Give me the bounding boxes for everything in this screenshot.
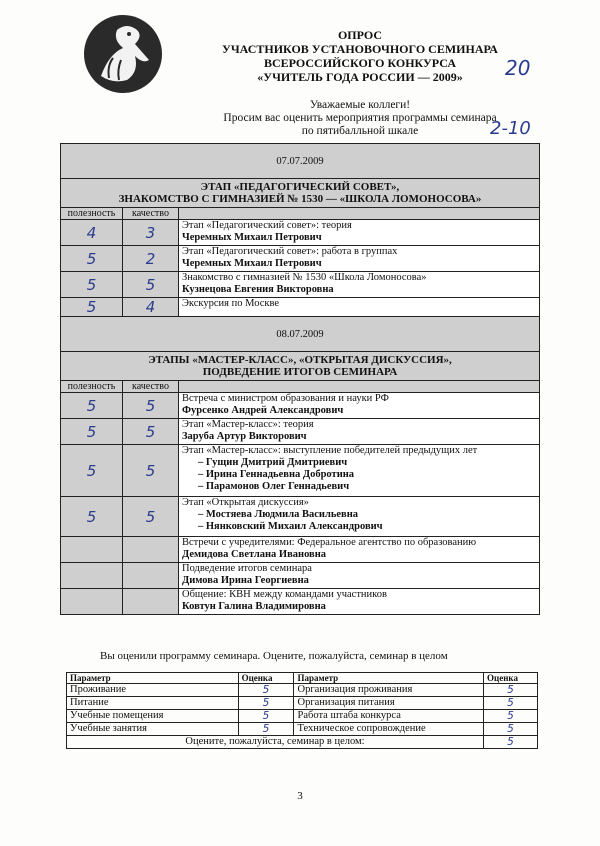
- param-score[interactable]: 5: [238, 684, 294, 697]
- usefulness-score[interactable]: 5: [61, 393, 123, 419]
- quality-score[interactable]: 5: [123, 272, 179, 298]
- header-quality: качество: [123, 208, 179, 220]
- param-header: Параметр: [67, 673, 239, 684]
- event: Этап «Педагогический совет»: работа в группах Черемных Михаил Петрович: [179, 246, 540, 272]
- usefulness-score[interactable]: [61, 537, 123, 563]
- event: Встречи с учредителями: Федеральное агентство по образованию Демидова Светлана Ивановна: [179, 537, 540, 563]
- param-label: Питание: [67, 697, 239, 710]
- param-label: Организация проживания: [294, 684, 484, 697]
- param-score[interactable]: 5: [484, 723, 538, 736]
- quality-score[interactable]: 5: [123, 497, 179, 537]
- rating-table: [66, 672, 538, 749]
- event: Этап «Мастер-класс»: теория Заруба Артур Викторович: [179, 419, 540, 445]
- param-score[interactable]: 5: [484, 697, 538, 710]
- pelican-logo: [83, 14, 163, 94]
- quality-score[interactable]: [123, 537, 179, 563]
- page-number: 3: [297, 790, 303, 802]
- param-score[interactable]: 5: [238, 723, 294, 736]
- usefulness-score[interactable]: [61, 563, 123, 589]
- overall-score[interactable]: 5: [484, 736, 538, 749]
- handwritten-count: 20: [505, 56, 531, 80]
- usefulness-score[interactable]: 4: [61, 220, 123, 246]
- event: Встреча с министром образования и науки РФ Фурсенко Андрей Александрович: [179, 393, 540, 419]
- usefulness-score[interactable]: 5: [61, 272, 123, 298]
- score-header: Оценка: [484, 673, 538, 684]
- usefulness-score[interactable]: 5: [61, 445, 123, 497]
- day1-date: 07.07.2009: [61, 144, 540, 179]
- quality-score[interactable]: 5: [123, 445, 179, 497]
- program-table: [60, 143, 540, 615]
- event: Экскурсия по Москве: [179, 298, 540, 317]
- quality-score[interactable]: [123, 563, 179, 589]
- handwritten-note: 2-10: [490, 118, 531, 139]
- overall-prompt: Вы оценили программу семинара. Оцените, пожалуйста, семинар в целом: [100, 650, 448, 662]
- usefulness-score[interactable]: 5: [61, 246, 123, 272]
- event: Подведение итогов семинара Димова Ирина Георгиевна: [179, 563, 540, 589]
- param-label: Организация питания: [294, 697, 484, 710]
- quality-score[interactable]: 2: [123, 246, 179, 272]
- event: Общение: КВН между командами участников Ковтун Галина Владимировна: [179, 589, 540, 615]
- overall-label: Оцените, пожалуйста, семинар в целом:: [67, 736, 484, 749]
- param-label: Учебные занятия: [67, 723, 239, 736]
- param-score[interactable]: 5: [238, 710, 294, 723]
- quality-score[interactable]: 5: [123, 393, 179, 419]
- header-quality: качество: [123, 381, 179, 393]
- event: Знакомство с гимназией № 1530 «Школа Ломоносова» Кузнецова Евгения Викторовна: [179, 272, 540, 298]
- event: Этап «Мастер-класс»: выступление победителей предыдущих лет – Гущин Дмитрий Дмитриевич – Ирина Геннадьевна Добротина – Парамонов Олег Геннадьевич: [179, 445, 540, 497]
- day2-stage-title: ЭТАПЫ «МАСТЕР-КЛАСС», «ОТКРЫТАЯ ДИСКУССИЯ», ПОДВЕДЕНИЕ ИТОГОВ СЕМИНАРА: [61, 352, 540, 381]
- usefulness-score[interactable]: 5: [61, 497, 123, 537]
- header-usefulness: полезность: [61, 208, 123, 220]
- greeting: Уважаемые коллеги! Просим вас оценить мероприятия программы семинара по пятибалльной шкале: [223, 99, 497, 137]
- event: Этап «Педагогический совет»: теория Черемных Михаил Петрович: [179, 220, 540, 246]
- day2-date: 08.07.2009: [61, 317, 540, 352]
- param-header: Параметр: [294, 673, 484, 684]
- param-label: Учебные помещения: [67, 710, 239, 723]
- quality-score[interactable]: 3: [123, 220, 179, 246]
- quality-score[interactable]: 5: [123, 419, 179, 445]
- usefulness-score[interactable]: 5: [61, 419, 123, 445]
- param-label: Проживание: [67, 684, 239, 697]
- header-usefulness: полезность: [61, 381, 123, 393]
- param-label: Работа штаба конкурса: [294, 710, 484, 723]
- survey-title: ОПРОС УЧАСТНИКОВ УСТАНОВОЧНОГО СЕМИНАРА ВСЕРОССИЙСКОГО КОНКУРСА «УЧИТЕЛЬ ГОДА РОССИИ — 2009»: [222, 28, 498, 84]
- quality-score[interactable]: [123, 589, 179, 615]
- quality-score[interactable]: 4: [123, 298, 179, 317]
- usefulness-score[interactable]: [61, 589, 123, 615]
- day1-stage-title: ЭТАП «ПЕДАГОГИЧЕСКИЙ СОВЕТ», ЗНАКОМСТВО С ГИМНАЗИЕЙ № 1530 — «ШКОЛА ЛОМОНОСОВА»: [61, 179, 540, 208]
- event: Этап «Открытая дискуссия» – Мостяева Людмила Васильевна – Нянковский Михаил Александрович: [179, 497, 540, 537]
- score-header: Оценка: [238, 673, 294, 684]
- param-label: Техническое сопровождение: [294, 723, 484, 736]
- usefulness-score[interactable]: 5: [61, 298, 123, 317]
- param-score[interactable]: 5: [484, 684, 538, 697]
- param-score[interactable]: 5: [238, 697, 294, 710]
- param-score[interactable]: 5: [484, 710, 538, 723]
